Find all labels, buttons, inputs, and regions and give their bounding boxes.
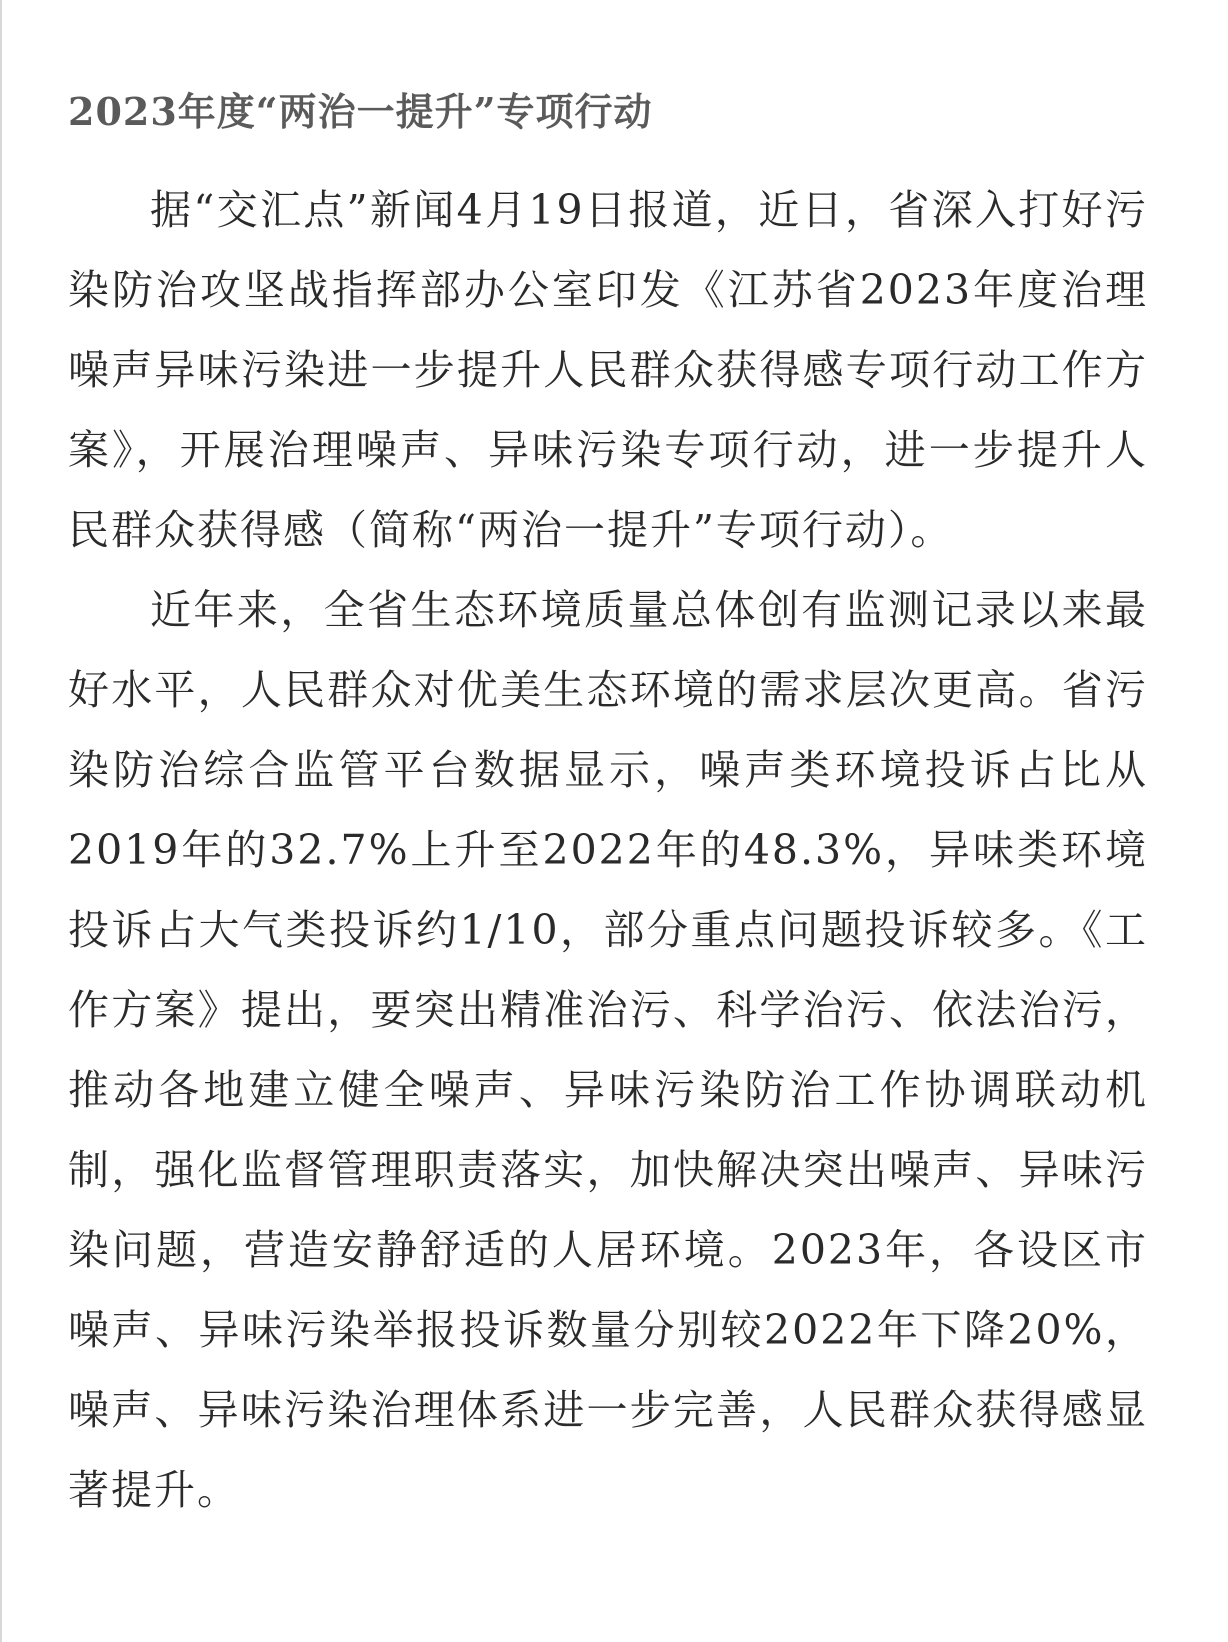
paragraph-1: 据“交汇点”新闻4月19日报道，近日，省深入打好污染防治攻坚战指挥部办公室印发《江苏省2023年度治理噪声异味污染进一步提升人民群众获得感专项行动工作方案》，开展治理噪声、异味污染专项行动，进一步提升人民群众获得感（简称“两治一提升”专项行动）。 (68, 186, 1148, 554)
article-body (68, 170, 1148, 1530)
paragraph-2: 近年来，全省生态环境质量总体创有监测记录以来最好水平，人民群众对优美生态环境的需求层次更高。省污染防治综合监管平台数据显示，噪声类环境投诉占比从2019年的32.7%上升至2022年的48.3%，异味类环境投诉占大气类投诉约1/10，部分重点问题投诉较多。《工作方案》提出，要突出精准治污、科学治污、依法治污，推动各地建立健全噪声、异味污染防治工作协调联动机制，强化监督管理职责落实，加快解决突出噪声、异味污染问题，营造安静舒适的人居环境。2023年，各设区市噪声、异味污染举报投诉数量分别较2022年下降20%，噪声、异味污染治理体系进一步完善，人民群众获得感显著提升。 (68, 586, 1148, 1514)
article-title: 2023年度“两治一提升”专项行动 (68, 89, 653, 134)
